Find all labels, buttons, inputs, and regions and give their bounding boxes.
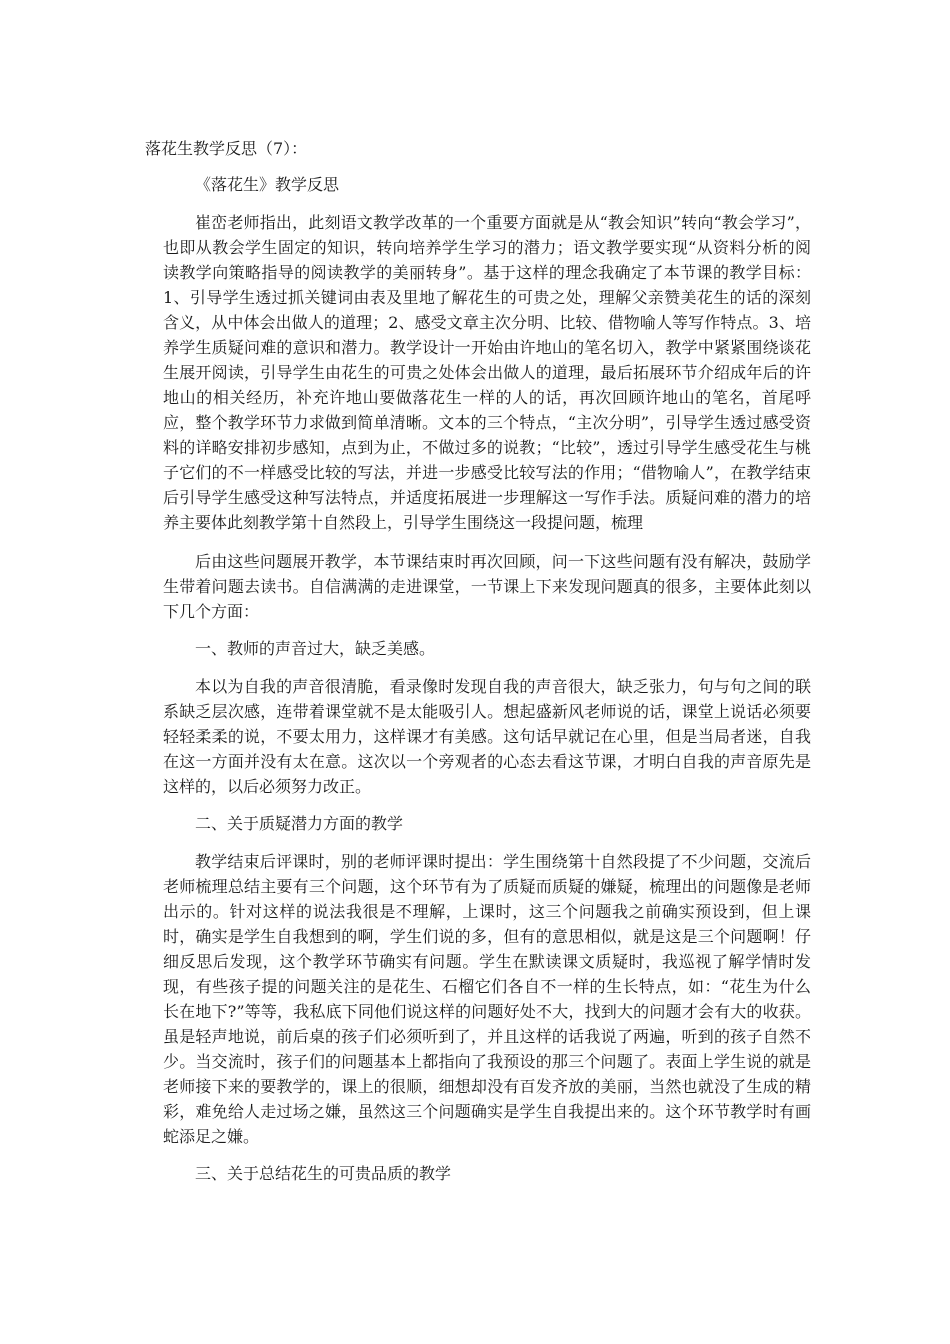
document-title: 落花生教学反思（7）： <box>145 139 308 158</box>
section-heading-questioning: 二、关于质疑潜力方面的教学 <box>195 814 404 833</box>
document-page <box>145 138 811 1199</box>
section-heading-voice: 一、教师的声音过大，缺乏美感。 <box>195 639 436 658</box>
paragraph-intro: 崔峦老师指出，此刻语文教学改革的一个重要方面就是从“教会知识”转向“教会学习”，也即从教会学生固定的知识，转向培养学生学习的潜力；语文教学要实现“从资料分析的阅读教学向策略指导的阅读教学的美丽转身”。基于这样的理念我确定了本节课的教学目标：1、引导学生透过抓关键词由表及里地了解花生的可贵之处，理解父亲赞美花生的话的深刻含义，从中体会出做人的道理；2、感受文章主次分明、比较、借物喻人等写作特点。3、培养学生质疑问难的意识和潜力。教学设计一开始由许地山的笔名切入，教学中紧紧围绕谈花生展开阅读，引导学生由花生的可贵之处体会出做人的道理，最后拓展环节介绍成年后的许地山的相关经历，补充许地山要做落花生一样的人的话，再次回顾许地山的笔名，首尾呼应，整个教学环节力求做到简单清晰。文本的三个特点，“主次分明”，引导学生透过感受资料的详略安排初步感知，点到为止，不做过多的说教；“比较”，透过引导学生感受花生与桃子它们的不一样感受比较的写法，并进一步感受比较写法的作用；“借物喻人”，在教学结束后引导学生感受这种写法特点，并适度拓展进一步理解这一写作手法。质疑问难的潜力的培养主要体此刻教学第十自然段上，引导学生围绕这一段提问题，梳理 <box>163 213 811 532</box>
paragraph-reflection-overview: 后由这些问题展开教学，本节课结束时再次回顾，问一下这些问题有没有解决，鼓励学生带着问题去读书。自信满满的走进课堂，一节课上下来发现问题真的很多，主要体此刻以下几个方面： <box>163 552 811 621</box>
paragraph-questioning: 教学结束后评课时，别的老师评课时提出：学生围绕第十自然段提了不少问题，交流后老师梳理总结主要有三个问题，这个环节有为了质疑而质疑的嫌疑，梳理出的问题像是老师出示的。针对这样的说法我很是不理解，上课时，这三个问题我之前确实预设到，但上课时，确实是学生自我想到的啊，学生们说的多，但有的意思相似，就是这是三个问题啊！仔细反思后发现，这个教学环节确实有问题。学生在默读课文质疑时，我巡视了解学情时发现，有些孩子提的问题关注的是花生、石榴它们各自不一样的生长特点，如：“花生为什么长在地下?”等等，我私底下同他们说这样的问题好处不大，找到大的问题才会有大的收获。虽是轻声地说，前后桌的孩子们必须听到了，并且这样的话我说了两遍，听到的孩子自然不少。当交流时，孩子们的问题基本上都指向了我预设的那三个问题了。表面上学生说的就是老师接下来的要教学的，课上的很顺，细想却没有百发齐放的美丽，当然也就没了生成的精彩，难免给人走过场之嫌，虽然这三个问题确实是学生自我提出来的。这个环节教学时有画蛇添足之嫌。 <box>163 852 811 1146</box>
section-heading-qualities: 三、关于总结花生的可贵品质的教学 <box>195 1164 452 1183</box>
paragraph-voice: 本以为自我的声音很清脆，看录像时发现自我的声音很大，缺乏张力，句与句之间的联系缺乏层次感，连带着课堂就不是太能吸引人。想起盛新风老师说的话，课堂上说话必须要轻轻柔柔的说，不要太用力，这样课才有美感。这句话早就记在心里，但是当局者迷，自我在这一方面并没有太在意。这次以一个旁观者的心态去看这节课，才明白自我的声音原先是这样的，以后必须努力改正。 <box>163 677 811 796</box>
document-subtitle: 《落花生》教学反思 <box>195 175 340 194</box>
